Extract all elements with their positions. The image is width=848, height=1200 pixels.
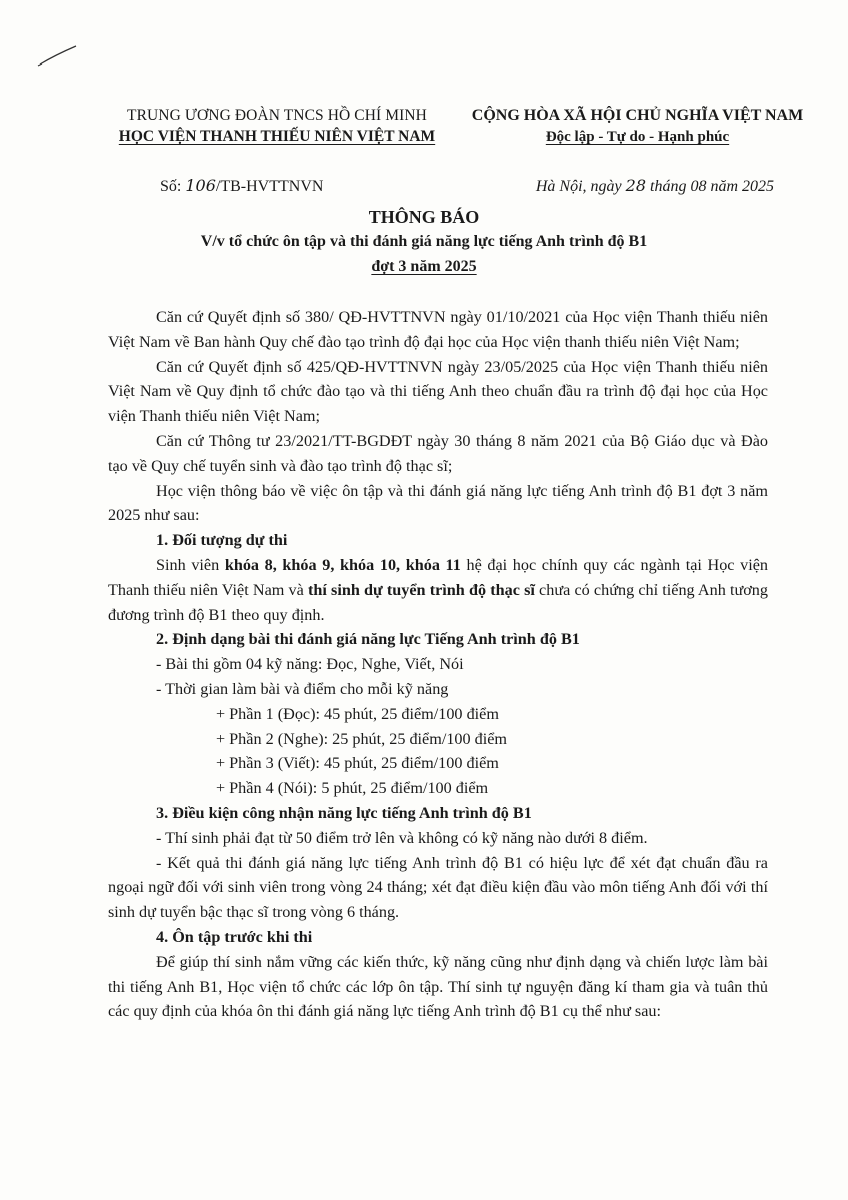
legal-basis-2: Căn cứ Quyết định số 425/QĐ-HVTTNVN ngày 23/05/2025 của Học viện Thanh thiếu niên Việt Nam về Quy định tổ chức đào tạo và thi tiếng Anh theo chuẩn đầu ra trình độ đại học của Học viện Thanh thiếu niên Việt Nam; [108,357,768,426]
section-3-heading: 3. Điều kiện công nhận năng lực tiếng Anh trình độ B1 [156,803,532,822]
document-body [108,305,768,1024]
handwritten-day: 28 [625,176,646,195]
section-3-item-2: - Kết quả thi đánh giá năng lực tiếng Anh trình độ B1 có hiệu lực để xét đạt chuẩn đầu ra ngoại ngữ đối với sinh viên trong vòng 24 tháng; xét đạt điều kiện đầu vào môn tiếng Anh đối với thí sinh dự tuyển bậc thạc sĩ trong vòng 6 tháng. [108,853,768,922]
issuing-organization: HỌC VIỆN THANH THIẾU NIÊN VIỆT NAM [118,128,436,145]
document-meta [0,176,848,200]
section-4-text: Để giúp thí sinh nắm vững các kiến thức, kỹ năng cũng như định dạng và chiến lược làm bài thi tiếng Anh B1, Học viện tổ chức các lớp ôn tập. Thí sinh tự nguyện đăng kí tham gia và tuân thủ các quy định của khóa ôn thi đánh giá năng lực tiếng Anh trình độ B1 cụ thể như sau: [108,952,768,1021]
section-1-text: Sinh viên khóa 8, khóa 9, khóa 10, khóa 11 hệ đại học chính quy các ngành tại Học viện Thanh thiếu niên Việt Nam và thí sinh dự tuyển trình độ thạc sĩ chưa có chứng chỉ tiếng Anh tương đương trình độ B1 theo quy định. [108,555,768,624]
country-name: CỘNG HÒA XÃ HỘI CHỦ NGHĨA VIỆT NAM [471,107,804,124]
section-2-heading: 2. Định dạng bài thi đánh giá năng lực Tiếng Anh trình độ B1 [156,630,580,649]
issue-date: Hà Nội, ngày 28 tháng 08 năm 2025 [535,176,774,195]
title-subject-line1: V/v tổ chức ôn tập và thi đánh giá năng lực tiếng Anh trình độ B1 [200,233,648,250]
section-3-item-1: - Thí sinh phải đạt từ 50 điểm trở lên và không có kỹ năng nào dưới 8 điểm. [156,828,648,847]
section-2-item-2: - Thời gian làm bài và điểm cho mỗi kỹ năng [156,679,449,698]
issuer-block [102,106,452,148]
parent-organization: TRUNG ƯƠNG ĐOÀN TNCS HỒ CHÍ MINH [127,107,427,124]
section-4-heading: 4. Ôn tập trước khi thi [156,927,313,946]
section-1-heading: 1. Đối tượng dự thi [156,531,288,550]
legal-basis-3: Căn cứ Thông tư 23/2021/TT-BGDĐT ngày 30 tháng 8 năm 2021 của Bộ Giáo dục và Đào tạo về Quy chế tuyển sinh và đào tạo trình độ thạc sĩ; [108,431,768,475]
pen-stroke-mark [36,40,86,70]
document-header [0,106,848,156]
document-title [0,205,848,279]
handwritten-number: 106 [185,176,216,195]
section-2-part-1: + Phần 1 (Đọc): 45 phút, 25 điểm/100 điểm [216,704,499,723]
announcement-intro: Học viện thông báo về việc ôn tập và thi đánh giá năng lực tiếng Anh trình độ B1 đợt 3 năm 2025 như sau: [108,481,768,525]
reference-number: Số: 106/TB-HVTTNVN [160,176,324,195]
national-motto-block [455,106,820,148]
section-2-part-4: + Phần 4 (Nói): 5 phút, 25 điểm/100 điểm [216,779,489,798]
section-2-part-3: + Phần 3 (Viết): 45 phút, 25 điểm/100 điểm [216,754,499,773]
section-2-item-1: - Bài thi gồm 04 kỹ năng: Đọc, Nghe, Viết, Nói [156,655,464,674]
legal-basis-1: Căn cứ Quyết định số 380/ QĐ-HVTTNVN ngày 01/10/2021 của Học viện Thanh thiếu niên Việt Nam về Ban hành Quy chế đào tạo trình độ đại học của Học viện thanh thiếu niên Việt Nam; [108,308,768,351]
title-subject-line2: đợt 3 năm 2025 [371,258,477,275]
title-heading: THÔNG BÁO [368,207,480,227]
section-2-part-2: + Phần 2 (Nghe): 25 phút, 25 điểm/100 điểm [216,729,508,748]
national-motto: Độc lập - Tự do - Hạnh phúc [545,129,730,145]
